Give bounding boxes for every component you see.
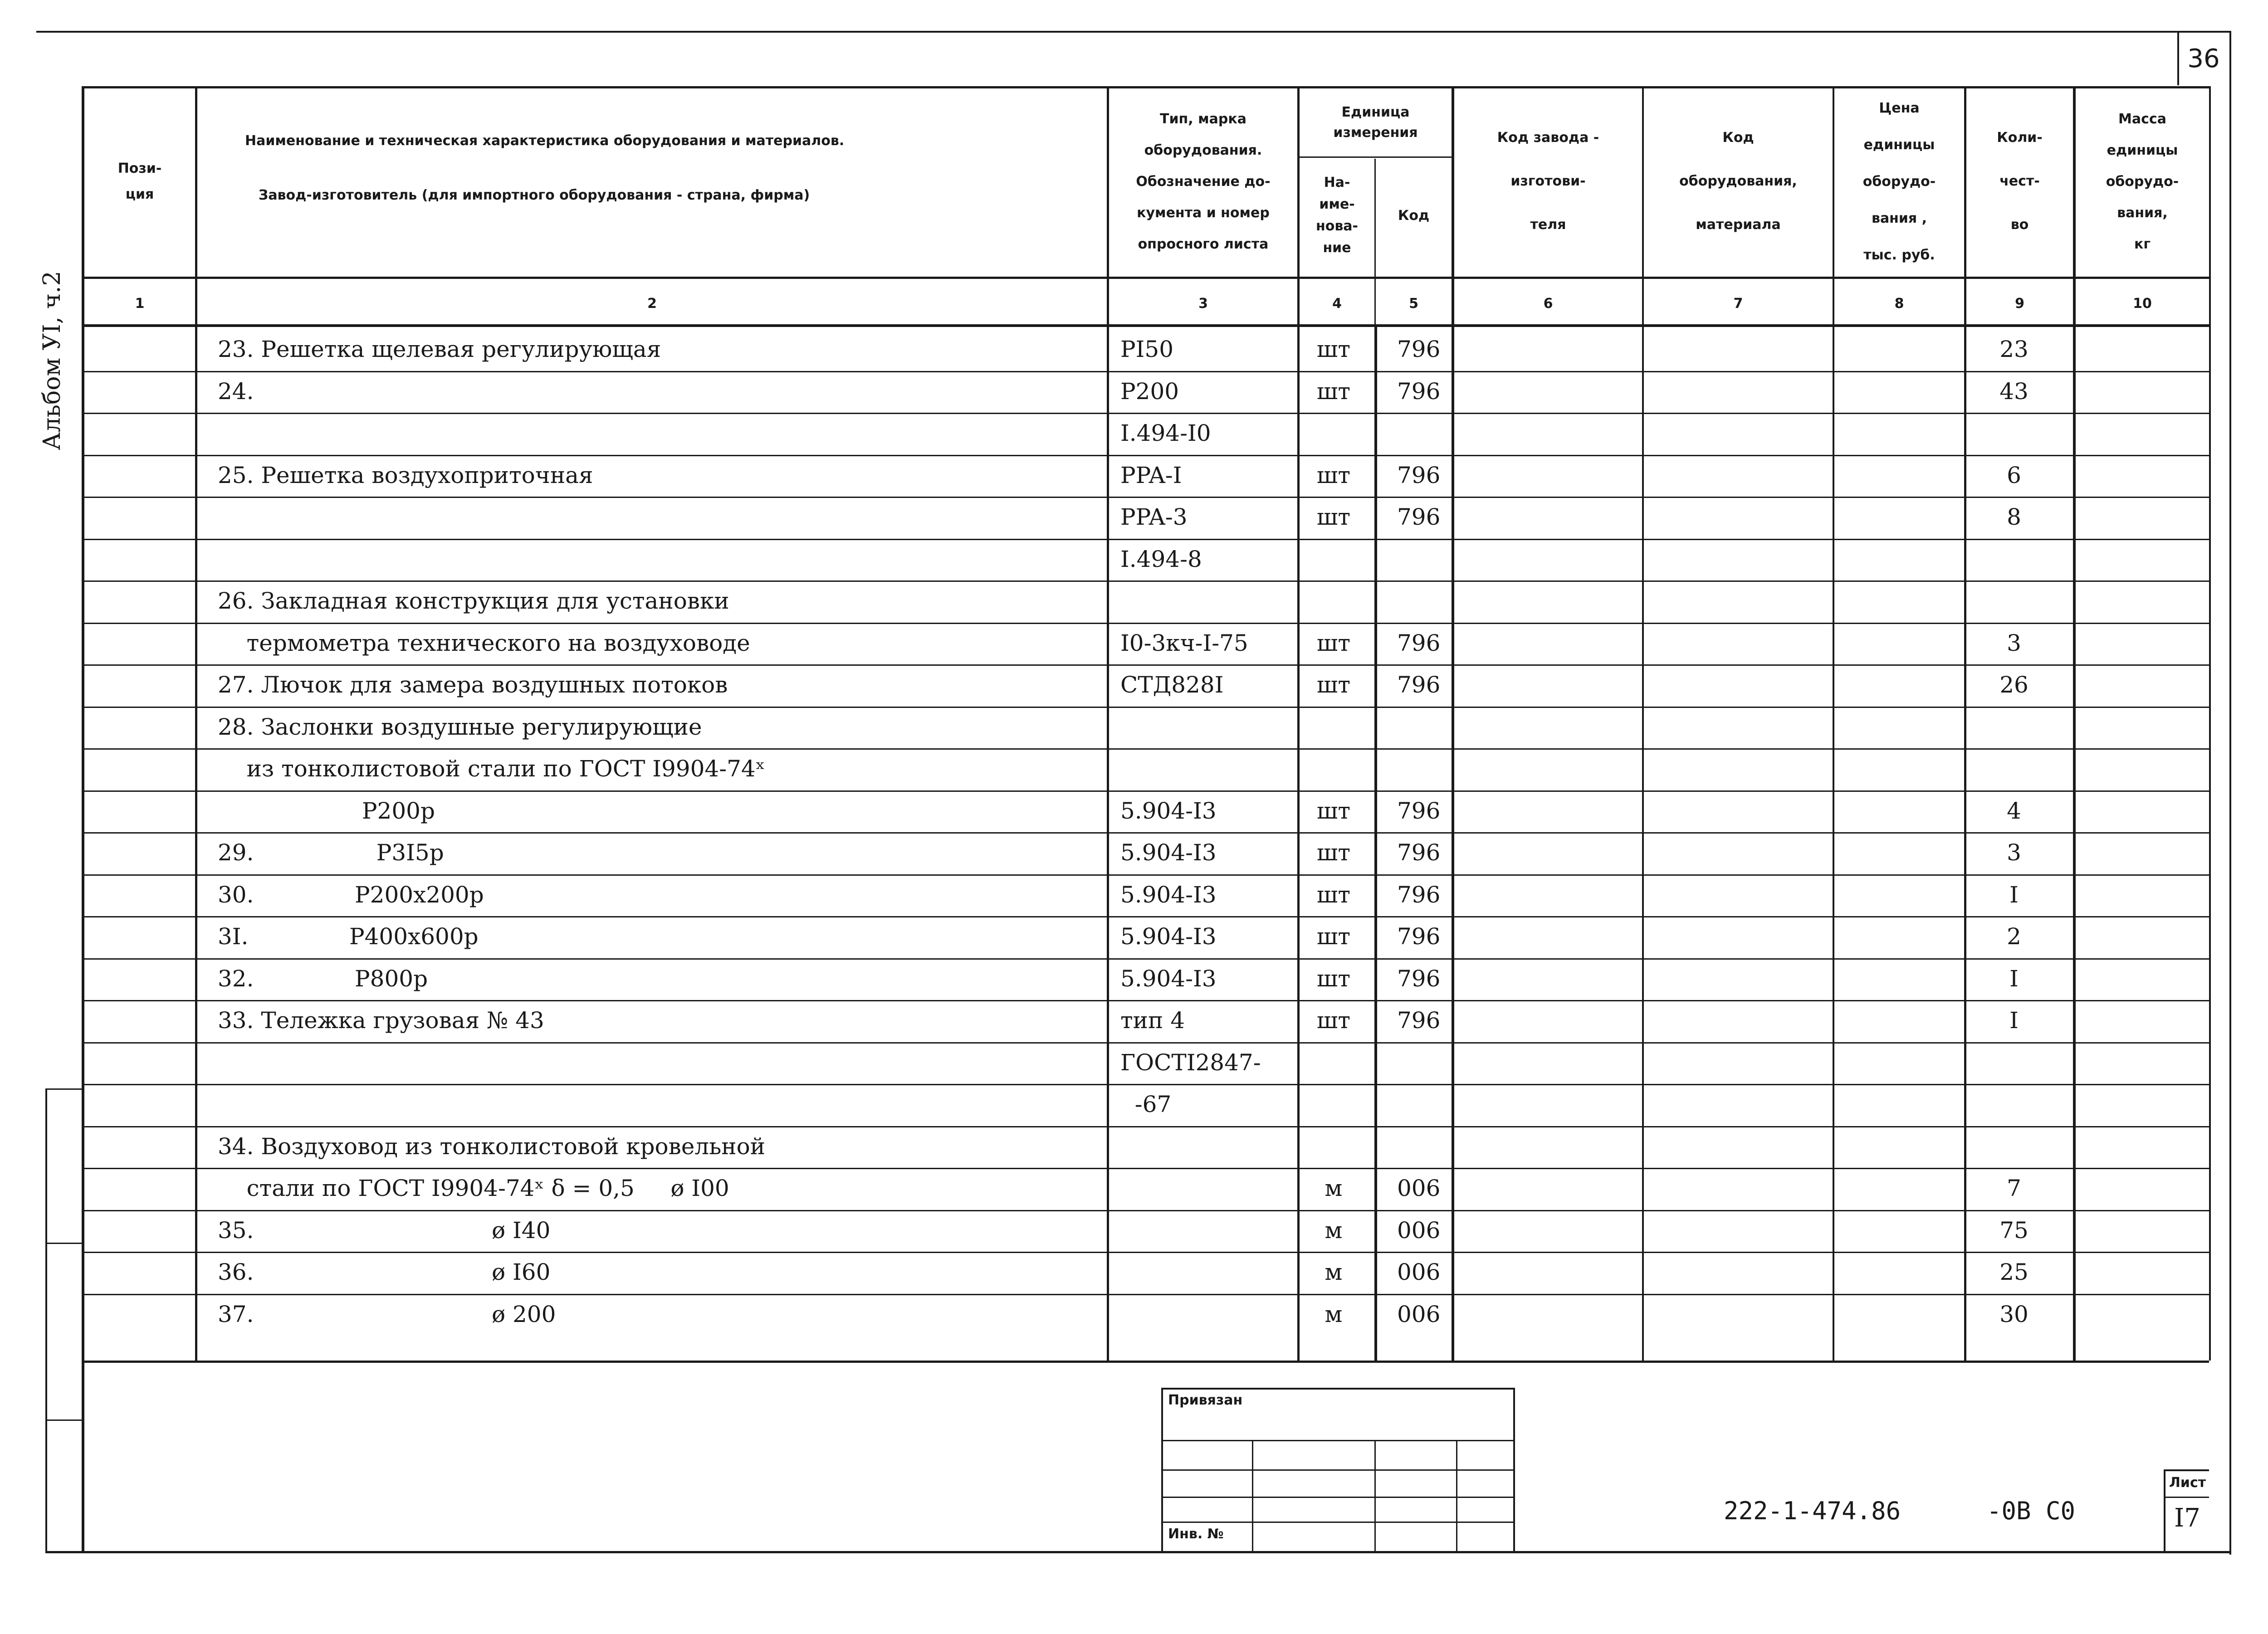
table-row <box>0 832 2268 874</box>
row-quantity: I <box>2009 965 2019 992</box>
row-quantity: 6 <box>2007 462 2021 488</box>
stamp-top <box>1161 1388 1515 1390</box>
row-quantity: 3 <box>2007 839 2021 866</box>
table-row <box>0 580 2268 623</box>
table-row <box>0 455 2268 497</box>
row-unit: м <box>1325 1301 1343 1327</box>
row-unit: шт <box>1316 923 1351 950</box>
row-type: -67 <box>1120 1091 1172 1117</box>
header-name-line2: Завод-изготовитель (для импортного оборудования - страна, фирма) <box>259 187 810 203</box>
row-unit: шт <box>1316 629 1351 656</box>
row-name: 32. P800p <box>218 965 428 992</box>
row-type: PPA-3 <box>1120 504 1188 530</box>
row-type: I.494-I0 <box>1120 420 1211 446</box>
row-code: 796 <box>1397 923 1441 950</box>
row-code: 796 <box>1397 336 1441 362</box>
table-row <box>0 329 2268 371</box>
row-unit: шт <box>1316 839 1351 866</box>
row-code: 796 <box>1397 629 1441 656</box>
row-name: P200p <box>218 797 435 824</box>
table-row <box>0 413 2268 455</box>
row-type: тип 4 <box>1120 1007 1185 1034</box>
colnum-10: 10 <box>2133 296 2152 312</box>
row-unit: шт <box>1316 336 1351 362</box>
page-bottom-line <box>45 1551 2229 1553</box>
table-row <box>0 916 2268 958</box>
header-unit-group: Единица измерения <box>1333 104 1418 141</box>
row-type: 5.904-I3 <box>1120 839 1217 866</box>
row-quantity: I <box>2009 1007 2019 1034</box>
row-code: 796 <box>1397 504 1441 530</box>
row-type: 5.904-I3 <box>1120 797 1217 824</box>
row-code: 796 <box>1397 1007 1441 1034</box>
row-type: P200 <box>1120 378 1179 405</box>
page-number: 36 <box>2187 44 2220 73</box>
stamp-inv-label: Инв. № <box>1168 1526 1224 1542</box>
row-unit: шт <box>1316 881 1351 908</box>
row-unit: шт <box>1316 462 1351 488</box>
table-row <box>0 371 2268 413</box>
row-unit: шт <box>1316 965 1351 992</box>
row-quantity: 25 <box>1999 1259 2028 1285</box>
header-position: Пози- ция <box>117 161 162 202</box>
colnum-8: 8 <box>1894 296 1904 312</box>
row-type: PPA-I <box>1120 462 1182 488</box>
colnum-7: 7 <box>1733 296 1743 312</box>
row-type: I.494-8 <box>1120 546 1202 572</box>
stamp-row1 <box>1161 1440 1515 1441</box>
row-name: 25. Решетка воздухоприточная <box>218 462 593 488</box>
colnum-bottom-line <box>82 324 2209 327</box>
stamp-bound-label: Привязан <box>1168 1392 1243 1408</box>
row-name: стали по ГОСТ I9904-74ˣ δ = 0,5 ø I00 <box>218 1175 729 1201</box>
row-type: PI50 <box>1120 336 1174 362</box>
row-code: 006 <box>1397 1301 1441 1327</box>
stamp-col2 <box>1374 1440 1376 1551</box>
table-bottom-line <box>82 1361 2209 1363</box>
row-quantity: 7 <box>2007 1175 2021 1201</box>
row-quantity: I <box>2009 881 2019 908</box>
table-row <box>0 1084 2268 1126</box>
row-unit: м <box>1325 1175 1343 1201</box>
row-unit: шт <box>1316 504 1351 530</box>
table-row <box>0 958 2268 1000</box>
margin-strip-div2 <box>45 1419 82 1421</box>
colnum-6: 6 <box>1543 296 1553 312</box>
colnum-4: 4 <box>1332 296 1342 312</box>
row-unit: шт <box>1316 378 1351 405</box>
row-name: 29. P3I5p <box>218 839 444 866</box>
header-equipment-code: Код оборудования, материала <box>1679 130 1797 233</box>
table-row <box>0 1000 2268 1042</box>
table-row <box>0 664 2268 707</box>
row-quantity: 2 <box>2007 923 2021 950</box>
table-row <box>0 539 2268 581</box>
row-name: 26. Закладная конструкция для установки <box>218 588 729 614</box>
row-name: 28. Заслонки воздушные регулирующие <box>218 713 702 740</box>
unit-group-divider <box>1297 156 1452 158</box>
row-type: ГОСТI2847- <box>1120 1049 1261 1076</box>
row-type: 5.904-I3 <box>1120 881 1217 908</box>
row-quantity: 23 <box>1999 336 2028 362</box>
stamp-col3 <box>1456 1440 1457 1551</box>
row-name: 3I. P400x600p <box>218 923 479 950</box>
row-quantity: 8 <box>2007 504 2021 530</box>
row-unit: шт <box>1316 1007 1351 1034</box>
row-unit: м <box>1325 1217 1343 1244</box>
table-row <box>0 790 2268 833</box>
table-row <box>0 1042 2268 1084</box>
row-name: термометра технического на воздуховоде <box>218 629 750 656</box>
table-row <box>0 1252 2268 1294</box>
row-type: I0-3кч-I-75 <box>1120 629 1248 656</box>
row-quantity: 75 <box>1999 1217 2028 1244</box>
row-name: 33. Тележка грузовая № 43 <box>218 1007 544 1034</box>
row-name: 27. Лючок для замера воздушных потоков <box>218 672 728 698</box>
row-unit: шт <box>1316 797 1351 824</box>
sheet-label: Лист <box>2169 1475 2206 1491</box>
row-code: 796 <box>1397 462 1441 488</box>
row-code: 796 <box>1397 378 1441 405</box>
colnum-9: 9 <box>2015 296 2024 312</box>
row-code: 006 <box>1397 1259 1441 1285</box>
header-unit-name: На- име- нова- ние <box>1315 175 1359 256</box>
header-bottom-line <box>82 277 2209 279</box>
stamp-row4 <box>1161 1522 1515 1523</box>
table-row <box>0 707 2268 749</box>
row-code: 796 <box>1397 797 1441 824</box>
page-box-left <box>2177 31 2179 85</box>
row-unit: м <box>1325 1259 1343 1285</box>
colnum-3: 3 <box>1198 296 1208 312</box>
row-code: 006 <box>1397 1175 1441 1201</box>
colnum-1: 1 <box>135 296 145 312</box>
stamp-row3 <box>1161 1497 1515 1498</box>
row-name: 35. ø I40 <box>218 1217 551 1244</box>
table-row <box>0 748 2268 790</box>
row-type: 5.904-I3 <box>1120 923 1217 950</box>
table-row <box>0 874 2268 917</box>
row-name: 36. ø I60 <box>218 1259 551 1285</box>
header-price: Цена единицы оборудо- вания , тыс. руб. <box>1862 100 1936 263</box>
stamp-col1 <box>1252 1440 1253 1551</box>
side-album-label: Альбом УI, ч.2 <box>39 271 66 450</box>
doc-suffix: -0В С0 <box>1987 1497 2076 1525</box>
row-name: 34. Воздуховод из тонколистовой кровельной <box>218 1133 766 1160</box>
row-name: из тонколистовой стали по ГОСТ I9904-74ˣ <box>218 756 765 782</box>
table-top-border <box>82 86 2209 88</box>
row-unit: шт <box>1316 672 1351 698</box>
header-type: Тип, марка оборудования. Обозначение до- кумента и номер опросного листа <box>1136 111 1271 252</box>
row-name: 24. <box>218 378 254 405</box>
sheet-box-mid <box>2164 1497 2209 1498</box>
table-row <box>0 1210 2268 1252</box>
row-code: 796 <box>1397 965 1441 992</box>
doc-code: 222-1-474.86 <box>1724 1497 1901 1525</box>
colnum-2: 2 <box>647 296 657 312</box>
row-code: 006 <box>1397 1217 1441 1244</box>
row-code: 796 <box>1397 881 1441 908</box>
header-unit-code: Код <box>1398 207 1430 224</box>
row-name: 30. P200x200p <box>218 881 484 908</box>
row-quantity: 26 <box>1999 672 2028 698</box>
table-row <box>0 1294 2268 1336</box>
row-quantity: 30 <box>1999 1301 2028 1327</box>
header-quantity: Коли- чест- во <box>1997 130 2043 233</box>
row-name: 23. Решетка щелевая регулирующая <box>218 336 661 362</box>
header-name-line1: Наименование и техническая характеристика оборудования и материалов. <box>245 132 845 149</box>
row-name: 37. ø 200 <box>218 1301 556 1327</box>
table-row <box>0 1168 2268 1210</box>
sheet-number: I7 <box>2174 1503 2200 1533</box>
row-quantity: 4 <box>2007 797 2021 824</box>
row-quantity: 43 <box>1999 378 2028 405</box>
colnum-5: 5 <box>1409 296 1418 312</box>
table-row <box>0 497 2268 539</box>
header-mass: Масса единицы оборудо- вания, кг <box>2106 111 2179 252</box>
table-row <box>0 1126 2268 1168</box>
row-code: 796 <box>1397 839 1441 866</box>
row-code: 796 <box>1397 672 1441 698</box>
row-type: 5.904-I3 <box>1120 965 1217 992</box>
table-row <box>0 623 2268 665</box>
row-quantity: 3 <box>2007 629 2021 656</box>
row-type: СТД828I <box>1120 672 1224 698</box>
header-plant-code: Код завода - изготови- теля <box>1497 130 1599 233</box>
top-rule <box>36 31 2229 33</box>
stamp-row2 <box>1161 1469 1515 1471</box>
sheet-box-top <box>2164 1469 2209 1471</box>
